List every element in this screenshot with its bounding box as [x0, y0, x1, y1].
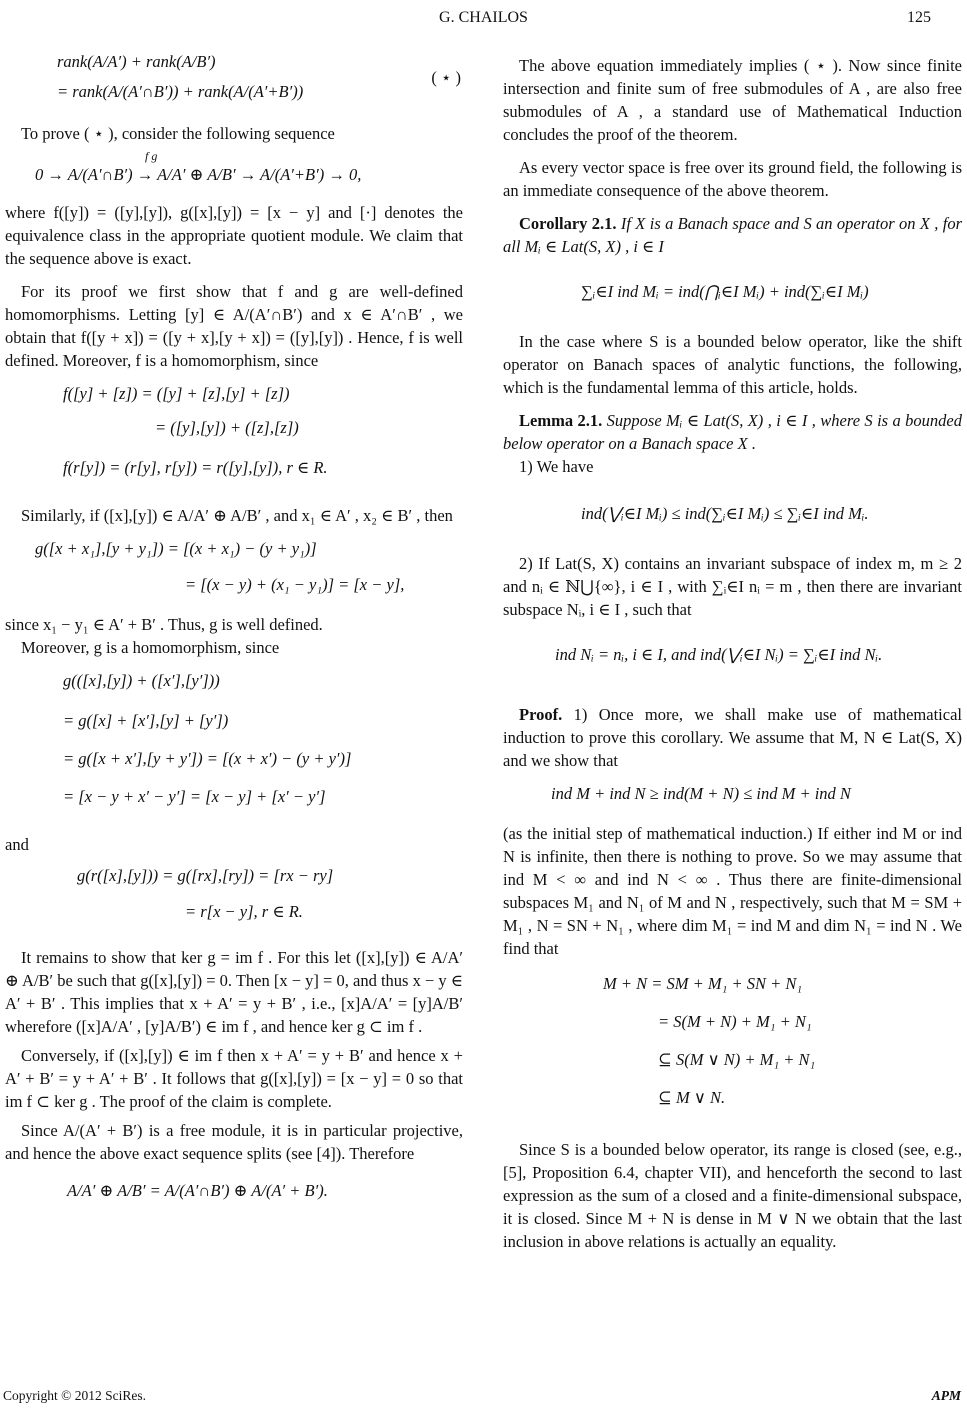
equation-line: = S(M + N) + M₁ + N₁ [658, 1012, 812, 1031]
paragraph: Since S is a bounded below operator, its range is closed (see, e.g., [5], Proposition 6.4, chapter VII), and henceforth the second to last expression as the sum of a closed and a finite-dimensional subspace, it is closed. Since M + N is dense in M ∨ N we obtain that the last inclusion in above relations is actually an equality. [503, 1140, 962, 1251]
equation-line: = ([y],[y]) + ([z],[z]) [155, 418, 299, 437]
equation-line: ⊆ M ∨ N. [658, 1088, 726, 1107]
equation-star [5, 42, 463, 106]
running-head-author: G. CHAILOS [439, 9, 528, 26]
equation-line: f(r[y]) = (r[y], r[y]) = r([y],[y]), r ∈ R. [63, 458, 328, 477]
equation-line: ∑ᵢ∈I ind Mᵢ = ind(⋂ᵢ∈I Mᵢ) + ind(∑ᵢ∈I Mᵢ) [581, 282, 869, 301]
equation-line: = [(x − y) + (x₁ − y₁)] = [x − y], [185, 575, 405, 594]
equation-line: ⊆ S(M ∨ N) + M₁ + N₁ [658, 1050, 816, 1069]
left-column [5, 42, 463, 1211]
equation-line: A/A′ ⊕ A/B′ = A/(A′∩B′) ⊕ A/(A′ + B′). [67, 1181, 328, 1200]
page-footer [0, 1384, 967, 1406]
paragraph: In the case where S is a bounded below operator, like the shift operator on Banach spaces of analytic functions, the following, which is the fundamental lemma of this article, holds. [503, 332, 962, 397]
equation-inclusions [503, 966, 962, 1126]
equation-line: = [x − y + x′ − y′] = [x − y] + [x′ − y′] [63, 787, 326, 806]
proof-label: Proof. [519, 705, 563, 724]
equation-line: = r[x − y], r ∈ R. [185, 902, 303, 921]
equation-lemma-2 [503, 625, 962, 689]
paragraph: It remains to show that ker g = im f . For this let ([x],[y]) ∈ A/A′ ⊕ A/B′ be such that g([x],[y]) = 0. Then [x − y] = 0, and thus x − y ∈ A′ + B′ . This implies that x + A′ = y + B′ , i.e., [x]A/A′ = [y]A/B′ wherefore ([x]A/A′ , [y]A/B′) ∈ im f , and hence ker g ⊂ im f . [5, 948, 463, 1036]
journal-name: APM [931, 1388, 961, 1403]
equation-line: g([x + x₁],[y + y₁]) = [(x + x₁) − (y + y₁)] [35, 539, 317, 558]
equation-line: g(([x],[y]) + ([x′],[y′])) [63, 671, 220, 690]
equation-lemma-1 [503, 482, 962, 546]
paragraph: Moreover, g is a homomorphism, since [21, 638, 280, 657]
equation-star-line-1: rank(A/A′) + rank(A/B′) [57, 52, 216, 71]
equation-g-scalar [5, 858, 463, 938]
sequence-equation: 0 → A/(A′∩B′) → A/A′ ⊕ A/B′ → A/(A′+B′) → 0, [35, 165, 362, 184]
page-header [0, 6, 967, 30]
page-number: 125 [907, 9, 931, 26]
proof [503, 703, 962, 772]
paragraph: As every vector space is free over its ground field, the following is an immediate consequence of the above theorem. [503, 158, 962, 200]
equation-line: f([y] + [z]) = ([y] + [z],[y] + [z]) [63, 384, 290, 403]
paragraph: Since A/(A′ + B′) is a free module, it is in particular projective, and hence the above exact sequence splits (see [4]). Therefore [5, 1121, 463, 1163]
paragraph: For its proof we first show that f and g are well-defined homomorphisms. Letting [y] ∈ A/(A′∩B′) and x ∈ A′∩B′ , we obtain that f([y + x]) = ([y + x],[y + x]) = ([y],[y]) . Hence, f is well defined. Moreover, f is a homomorphism, since [5, 282, 463, 370]
paragraph: and [5, 835, 29, 854]
equation-line: ind(⋁ᵢ∈I Mᵢ) ≤ ind(∑ᵢ∈I Mᵢ) ≤ ∑ᵢ∈I ind Mᵢ. [581, 504, 869, 523]
equation-line: = g([x] + [x′],[y] + [y′]) [63, 711, 229, 730]
lemma-item-1: 1) We have [519, 457, 594, 476]
corollary-label: Corollary 2.1. [519, 214, 617, 233]
lemma-label: Lemma 2.1. [519, 411, 603, 430]
equation-line: = g([x + x′],[y + y′]) = [(x + x′) − (y + y′)] [63, 749, 352, 768]
paragraph: Similarly, if ([x],[y]) ∈ A/A′ ⊕ A/B′ , and x₁ ∈ A′ , x₂ ∈ B′ , then [21, 506, 453, 525]
exact-sequence [5, 149, 463, 197]
corollary-2-1 [503, 212, 962, 258]
equation-line: ind Nᵢ = nᵢ, i ∈ I, and ind(⋁ᵢ∈I Nᵢ) = ∑ᵢ∈I ind Nᵢ. [555, 645, 883, 664]
paragraph: where f([y]) = ([y],[y]), g([x],[y]) = [x − y] and [·] denotes the equivalence class in the appropriate quotient module. We claim that the sequence above is exact. [5, 203, 463, 268]
equation-tag: ( ⋆ ) [431, 68, 461, 87]
paragraph: The above equation immediately implies ( ⋆ ). Now since finite intersection and finite sum of free submodules of A , are also free submodules of A , a standard use of Mathematical Induction concludes the proof of the theorem. [503, 56, 962, 144]
equation-f-homomorphism [5, 376, 463, 492]
lemma-2-1 [503, 409, 962, 455]
right-column [503, 42, 962, 1253]
equation-proof-1 [503, 776, 962, 816]
equation-star-line-2: = rank(A/(A′∩B′)) + rank(A/(A′+B′)) [57, 82, 304, 101]
equation-corollary [503, 264, 962, 324]
equation-line: ind M + ind N ≥ ind(M + N) ≤ ind M + ind N [551, 784, 851, 803]
equation-g-welldefined [5, 531, 463, 607]
equation-split [5, 1171, 463, 1211]
lemma-item-2: 2) If Lat(S, X) contains an invariant subspace of index m, m ≥ 2 and nᵢ ∈ ℕ⋃{∞}, i ∈ I , with ∑ᵢ∈I nᵢ = m , then there are invariant subspace Nᵢ, i ∈ I , such that [503, 554, 962, 619]
copyright-notice: Copyright © 2012 SciRes. [3, 1388, 147, 1403]
equation-g-homomorphism [5, 661, 463, 833]
paragraph: (as the initial step of mathematical induction.) If either ind M or ind N is infinite, then there is nothing to prove. So we may assume that ind M < ∞ and ind N < ∞ . Thus there are finite-dimensional subspaces M₁ and N₁ of M and N , respectively, such that M = SM + M₁ , N = SN + N₁ , where dim M₁ = ind M and dim N₁ = ind N . We find that [503, 824, 962, 958]
sequence-map-labels: f g [145, 149, 158, 163]
equation-line: g(r([x],[y])) = g([rx],[ry]) = [rx − ry] [77, 866, 334, 885]
paragraph: To prove ( ⋆ ), consider the following sequence [21, 124, 335, 143]
corollary-text: If X is a Banach space and S an operator on X , for all Mᵢ ∈ Lat(S, X) , i ∈ I [503, 214, 962, 256]
equation-line: M + N = SM + M₁ + SN + N₁ [603, 974, 803, 993]
paragraph: since x₁ − y₁ ∈ A′ + B′ . Thus, g is well defined. [5, 615, 323, 634]
paragraph: Conversely, if ([x],[y]) ∈ im f then x + A′ = y + B′ and hence x + A′ + B′ = y + A′ + B′ . It follows that g([x],[y]) = [x − y] = 0 so that im f ⊂ ker g . The proof of the claim is complete. [5, 1046, 463, 1111]
proof-text: 1) Once more, we shall make use of mathematical induction to prove this corollary. We assume that M, N ∈ Lat(S, X) and we show that [503, 705, 962, 770]
lemma-text: Suppose Mᵢ ∈ Lat(S, X) , i ∈ I , where S is a bounded below operator on a Banach space X . [503, 411, 962, 453]
